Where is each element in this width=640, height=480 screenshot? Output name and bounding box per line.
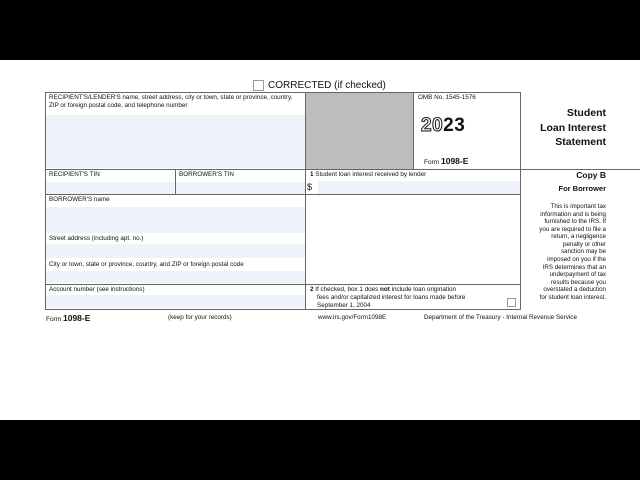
notice-line: you are required to file a xyxy=(539,225,606,233)
borrower-tin-fill[interactable] xyxy=(176,182,305,194)
box1-number: 1 xyxy=(310,171,314,178)
corrected-checkbox[interactable] xyxy=(253,80,264,91)
notice-line: imposed on you if the xyxy=(547,255,606,263)
rule-omb xyxy=(413,92,414,169)
recipient-tin-label: RECIPIENT'S TIN xyxy=(49,171,100,178)
notice-line: penalty or other xyxy=(563,240,606,248)
form-title-line2: Loan Interest xyxy=(540,121,606,134)
notice-line: return, a negligence xyxy=(551,233,606,241)
tax-year-prefix: 20 xyxy=(421,115,444,136)
omb-number: OMB No. 1545-1576 xyxy=(418,94,476,101)
city-fill[interactable] xyxy=(46,271,305,283)
notice-line: results because you xyxy=(550,278,606,286)
footer-url[interactable]: www.irs.gov/Form1098E xyxy=(318,314,387,321)
notice-line: underpayment of tax xyxy=(549,271,606,279)
tax-year-suffix: 23 xyxy=(443,115,466,136)
notice-line: for student loan interest. xyxy=(539,293,606,301)
borrower-name-fill[interactable] xyxy=(46,207,305,233)
street-address-fill[interactable] xyxy=(46,244,305,258)
account-number-label: Account number (see instructions) xyxy=(49,286,145,293)
box2-text-post: include loan origination xyxy=(389,286,456,293)
notice-line: This is important tax xyxy=(550,203,606,210)
rule-mid xyxy=(305,92,306,309)
footer-keep: (keep for your records) xyxy=(168,314,232,321)
rule-tin xyxy=(175,169,176,194)
irs-notice xyxy=(520,203,606,301)
footer-dept: Department of the Treasury - Internal Revenue Service xyxy=(424,314,577,321)
recipient-tin-fill[interactable] xyxy=(46,182,174,194)
box2-label xyxy=(310,286,510,310)
form-id-name: 1098-E xyxy=(440,156,469,166)
notice-line: IRS determines that an xyxy=(542,263,606,271)
notice-line: overstated a deduction xyxy=(543,286,606,294)
city-label: City or town, state or province, country, and ZIP or foreign postal code xyxy=(49,261,244,268)
box2-text-bold: not xyxy=(380,286,390,293)
form-title-line1: Student xyxy=(566,107,606,119)
shaded-area xyxy=(306,93,413,169)
form-title xyxy=(500,106,606,150)
box1-text: Student loan interest received by lender xyxy=(315,171,427,178)
rule-top xyxy=(45,92,520,93)
box2-checkbox[interactable] xyxy=(507,298,516,307)
box1-label xyxy=(310,171,426,179)
corrected-label: CORRECTED (if checked) xyxy=(268,80,386,91)
borrower-name-label: BORROWER'S name xyxy=(49,196,110,203)
footer-form-prefix: Form xyxy=(46,316,62,323)
account-number-fill[interactable] xyxy=(46,295,305,308)
footer-form-name: 1098-E xyxy=(62,313,91,323)
rule-account xyxy=(45,284,521,285)
notice-line: furnished to the IRS. If xyxy=(544,218,606,226)
form-1098e-page xyxy=(0,60,640,420)
box2-line3: September 1, 2004 xyxy=(317,301,371,309)
box2-text-pre: If checked, box 1 does xyxy=(315,286,381,293)
copy-b-subtitle: For Borrower xyxy=(558,184,606,193)
box1-amount-fill[interactable] xyxy=(318,181,521,194)
footer-form-id xyxy=(46,313,90,323)
recipient-lender-fill[interactable] xyxy=(46,115,305,168)
borrower-tin-label: BORROWER'S TIN xyxy=(179,171,234,178)
notice-line: information and is being xyxy=(540,210,606,218)
form-id xyxy=(424,156,468,166)
notice-line: sanction may be xyxy=(560,248,606,256)
form-id-prefix: Form xyxy=(424,159,440,166)
tax-year xyxy=(421,115,465,137)
box2-line2: fees and/or capitalized interest for loans made before xyxy=(317,293,466,301)
recipient-lender-label: RECIPIENT'S/LENDER'S name, street address, city or town, state or province, country, ZIP or foreign postal code, and telephone number xyxy=(49,94,293,109)
rule-left xyxy=(45,92,46,309)
box1-dollar-sign: $ xyxy=(307,182,313,192)
form-title-line3: Statement xyxy=(555,136,606,149)
box2-number: 2 xyxy=(310,286,314,293)
copy-b-title: Copy B xyxy=(576,170,606,180)
street-address-label: Street address (including apt. no.) xyxy=(49,235,144,242)
rule-row3 xyxy=(45,194,521,195)
